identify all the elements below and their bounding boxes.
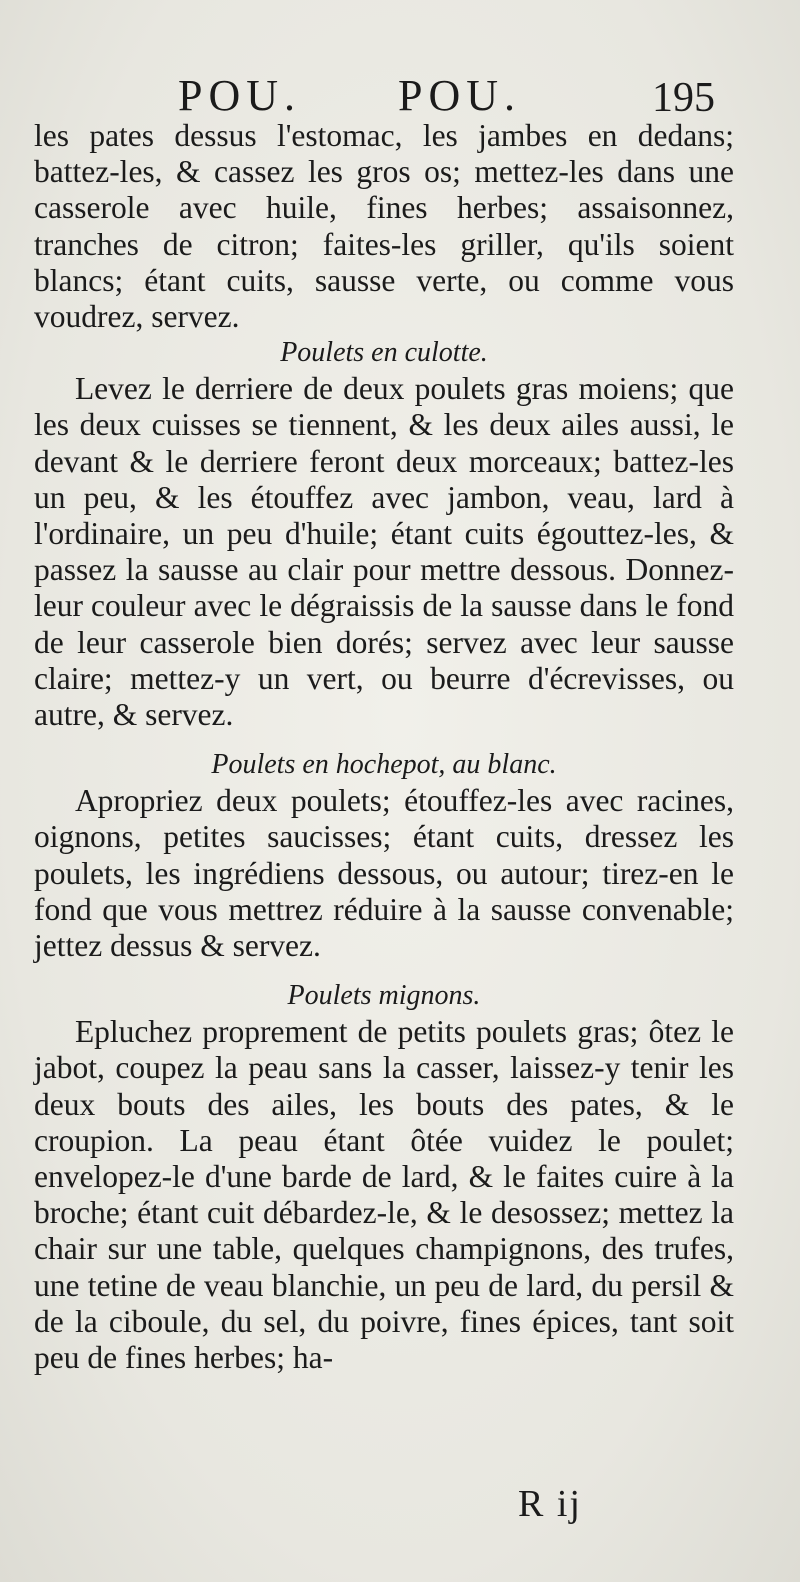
section-heading-hochepot: Poulets en hochepot, au blanc.	[211, 749, 557, 781]
page-number: 195	[652, 75, 715, 121]
page-body	[34, 118, 734, 1376]
opening-paragraph: les pates dessus l'estomac, les jambes en dedans; battez-les, & cassez les gros os; mettez-les dans une casserole avec huile, fines herbes; assaisonnez, tranches de citron; faites-les griller, qu'ils soient blancs; étant cuits, sausse verte, ou comme vous voudrez, servez.	[34, 118, 734, 335]
signature-mark: R ij	[518, 1483, 582, 1525]
section-text-culotte: Levez le derriere de deux poulets gras moiens; que les deux cuisses se tiennent, & les deux ailes aussi, le devant & le derriere feront deux morceaux; battez-les un peu, & les étouffez avec jambon, veau, lard à l'ordinaire, un peu d'huile; étant cuits égouttez-les, & passez la sausse au clair pour mettre dessous. Donnez-leur couleur avec le dégraissis de la sausse dans le fond de leur casserole bien dorés; servez avec leur sausse claire; mettez-y un vert, ou beurre d'écrevisses, ou autre, & servez.	[34, 371, 734, 733]
section-text-mignons: Epluchez proprement de petits poulets gras; ôtez le jabot, coupez la peau sans la casser, laissez-y tenir les deux bouts des ailes, les bouts des pates, & le croupion. La peau étant ôtée vuidez le poulet; envelopez-le d'une barde de lard, & le faites cuire à la broche; étant cuit débardez-le, & le desossez; mettez la chair sur une table, quelques champignons, des trufes, une tetine de veau blanchie, un peu de lard, du persil & de la ciboule, du sel, du poivre, fines épices, tant soit peu de fines herbes; ha-	[34, 1014, 734, 1376]
running-head-right: POU.	[398, 71, 522, 120]
section-text-hochepot: Apropriez deux poulets; étouffez-les avec racines, oignons, petites saucisses; étant cuits, dressez les poulets, les ingrédiens dessous, ou autour; tirez-en le fond que vous mettrez réduire à la sausse convenable; jettez dessus & servez.	[34, 783, 734, 964]
running-head-left: POU.	[178, 71, 302, 120]
section-heading-mignons: Poulets mignons.	[287, 980, 481, 1012]
section-heading-culotte: Poulets en culotte.	[280, 337, 488, 369]
